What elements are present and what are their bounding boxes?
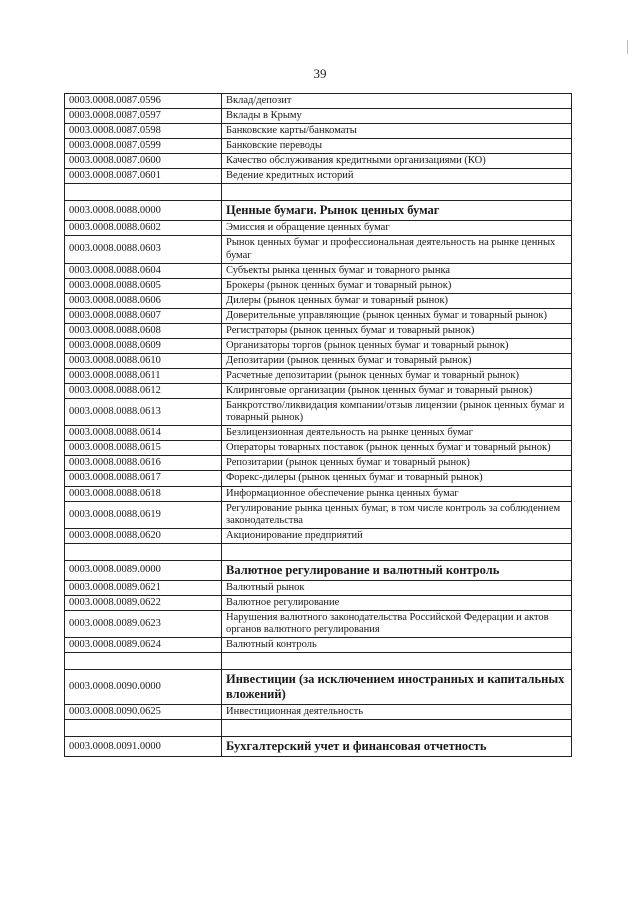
table-row bbox=[65, 169, 572, 184]
name-cell: Акционирование предприятий bbox=[222, 528, 572, 543]
code-cell bbox=[65, 543, 222, 560]
code-cell: 0003.0008.0088.0611 bbox=[65, 369, 222, 384]
code-cell bbox=[65, 653, 222, 670]
name-cell: Эмиссия и обращение ценных бумаг bbox=[222, 221, 572, 236]
section-row bbox=[65, 560, 572, 580]
name-cell: Вклад/депозит bbox=[222, 94, 572, 109]
section-row bbox=[65, 201, 572, 221]
name-cell: Доверительные управляющие (рынок ценных бумаг и товарный рынок) bbox=[222, 308, 572, 323]
code-cell: 0003.0008.0087.0599 bbox=[65, 139, 222, 154]
name-cell: Организаторы торгов (рынок ценных бумаг и товарный рынок) bbox=[222, 338, 572, 353]
table-row bbox=[65, 595, 572, 610]
code-cell: 0003.0008.0088.0605 bbox=[65, 278, 222, 293]
classifier-table bbox=[64, 93, 572, 757]
table-row bbox=[65, 109, 572, 124]
code-cell: 0003.0008.0087.0597 bbox=[65, 109, 222, 124]
table-row bbox=[65, 441, 572, 456]
name-cell: Банкротство/ликвидация компании/отзыв лицензии (рынок ценных бумаг и товарный рынок) bbox=[222, 399, 572, 426]
table-row bbox=[65, 308, 572, 323]
scan-edge-mark bbox=[627, 40, 628, 54]
code-cell: 0003.0008.0088.0606 bbox=[65, 293, 222, 308]
code-cell: 0003.0008.0088.0603 bbox=[65, 236, 222, 263]
section-row bbox=[65, 670, 572, 705]
section-title-cell: Инвестиции (за исключением иностранных и капитальных вложений) bbox=[222, 670, 572, 705]
code-cell: 0003.0008.0088.0000 bbox=[65, 201, 222, 221]
table-row bbox=[65, 236, 572, 263]
table-row bbox=[65, 263, 572, 278]
code-cell: 0003.0008.0088.0620 bbox=[65, 528, 222, 543]
table-row bbox=[65, 580, 572, 595]
code-cell: 0003.0008.0088.0616 bbox=[65, 456, 222, 471]
code-cell: 0003.0008.0091.0000 bbox=[65, 737, 222, 757]
name-cell: Субъекты рынка ценных бумаг и товарного рынка bbox=[222, 263, 572, 278]
name-cell: Депозитарии (рынок ценных бумаг и товарный рынок) bbox=[222, 353, 572, 368]
code-cell: 0003.0008.0088.0607 bbox=[65, 308, 222, 323]
name-cell: Безлицензионная деятельность на рынке ценных бумаг bbox=[222, 426, 572, 441]
code-cell: 0003.0008.0088.0619 bbox=[65, 501, 222, 528]
name-cell: Информационное обеспечение рынка ценных бумаг bbox=[222, 486, 572, 501]
name-cell: Регулирование рынка ценных бумаг, в том числе контроль за соблюдением законодательства bbox=[222, 501, 572, 528]
code-cell: 0003.0008.0088.0612 bbox=[65, 384, 222, 399]
name-cell: Валютный контроль bbox=[222, 638, 572, 653]
code-cell: 0003.0008.0087.0598 bbox=[65, 124, 222, 139]
name-cell: Валютный рынок bbox=[222, 580, 572, 595]
name-cell: Ведение кредитных историй bbox=[222, 169, 572, 184]
table-row bbox=[65, 323, 572, 338]
table-row bbox=[65, 610, 572, 637]
table-row bbox=[65, 638, 572, 653]
table-row bbox=[65, 369, 572, 384]
table-row bbox=[65, 528, 572, 543]
name-cell: Валютное регулирование bbox=[222, 595, 572, 610]
name-cell: Нарушения валютного законодательства Российской Федерации и актов органов валютного регулирования bbox=[222, 610, 572, 637]
table-row bbox=[65, 221, 572, 236]
code-cell: 0003.0008.0087.0601 bbox=[65, 169, 222, 184]
name-cell: Расчетные депозитарии (рынок ценных бумаг и товарный рынок) bbox=[222, 369, 572, 384]
table-row bbox=[65, 139, 572, 154]
code-cell: 0003.0008.0088.0614 bbox=[65, 426, 222, 441]
spacer-row bbox=[65, 720, 572, 737]
table-row bbox=[65, 154, 572, 169]
section-title-cell: Бухгалтерский учет и финансовая отчетность bbox=[222, 737, 572, 757]
code-cell: 0003.0008.0088.0617 bbox=[65, 471, 222, 486]
spacer-row bbox=[65, 653, 572, 670]
name-cell bbox=[222, 543, 572, 560]
name-cell: Качество обслуживания кредитными организациями (КО) bbox=[222, 154, 572, 169]
code-cell: 0003.0008.0088.0613 bbox=[65, 399, 222, 426]
table-row bbox=[65, 293, 572, 308]
name-cell: Клиринговые организации (рынок ценных бумаг и товарный рынок) bbox=[222, 384, 572, 399]
code-cell: 0003.0008.0088.0608 bbox=[65, 323, 222, 338]
classifier-table-body bbox=[65, 94, 572, 757]
code-cell: 0003.0008.0088.0615 bbox=[65, 441, 222, 456]
section-title-cell: Валютное регулирование и валютный контроль bbox=[222, 560, 572, 580]
code-cell: 0003.0008.0087.0600 bbox=[65, 154, 222, 169]
name-cell: Вклады в Крыму bbox=[222, 109, 572, 124]
page-number: 39 bbox=[313, 66, 327, 81]
table-row bbox=[65, 338, 572, 353]
table-row bbox=[65, 124, 572, 139]
code-cell: 0003.0008.0088.0610 bbox=[65, 353, 222, 368]
name-cell: Регистраторы (рынок ценных бумаг и товарный рынок) bbox=[222, 323, 572, 338]
name-cell: Дилеры (рынок ценных бумаг и товарный рынок) bbox=[222, 293, 572, 308]
code-cell: 0003.0008.0090.0625 bbox=[65, 705, 222, 720]
code-cell: 0003.0008.0088.0602 bbox=[65, 221, 222, 236]
table-row bbox=[65, 426, 572, 441]
table-row bbox=[65, 486, 572, 501]
name-cell: Репозитарии (рынок ценных бумаг и товарный рынок) bbox=[222, 456, 572, 471]
table-row bbox=[65, 399, 572, 426]
code-cell: 0003.0008.0089.0622 bbox=[65, 595, 222, 610]
name-cell: Брокеры (рынок ценных бумаг и товарный рынок) bbox=[222, 278, 572, 293]
name-cell bbox=[222, 720, 572, 737]
code-cell: 0003.0008.0089.0621 bbox=[65, 580, 222, 595]
name-cell: Операторы товарных поставок (рынок ценных бумаг и товарный рынок) bbox=[222, 441, 572, 456]
name-cell: Инвестиционная деятельность bbox=[222, 705, 572, 720]
code-cell: 0003.0008.0087.0596 bbox=[65, 94, 222, 109]
spacer-row bbox=[65, 543, 572, 560]
name-cell: Форекс-дилеры (рынок ценных бумаг и товарный рынок) bbox=[222, 471, 572, 486]
code-cell: 0003.0008.0089.0624 bbox=[65, 638, 222, 653]
section-row bbox=[65, 737, 572, 757]
table-row bbox=[65, 353, 572, 368]
section-title-cell: Ценные бумаги. Рынок ценных бумаг bbox=[222, 201, 572, 221]
code-cell: 0003.0008.0089.0623 bbox=[65, 610, 222, 637]
table-row bbox=[65, 94, 572, 109]
code-cell: 0003.0008.0088.0609 bbox=[65, 338, 222, 353]
table-row bbox=[65, 278, 572, 293]
table-row bbox=[65, 456, 572, 471]
code-cell: 0003.0008.0089.0000 bbox=[65, 560, 222, 580]
name-cell bbox=[222, 184, 572, 201]
table-row bbox=[65, 471, 572, 486]
table-row bbox=[65, 501, 572, 528]
name-cell bbox=[222, 653, 572, 670]
table-row bbox=[65, 384, 572, 399]
code-cell bbox=[65, 720, 222, 737]
name-cell: Банковские переводы bbox=[222, 139, 572, 154]
code-cell: 0003.0008.0088.0618 bbox=[65, 486, 222, 501]
code-cell: 0003.0008.0090.0000 bbox=[65, 670, 222, 705]
spacer-row bbox=[65, 184, 572, 201]
name-cell: Рынок ценных бумаг и профессиональная деятельность на рынке ценных бумаг bbox=[222, 236, 572, 263]
table-row bbox=[65, 705, 572, 720]
code-cell bbox=[65, 184, 222, 201]
code-cell: 0003.0008.0088.0604 bbox=[65, 263, 222, 278]
name-cell: Банковские карты/банкоматы bbox=[222, 124, 572, 139]
